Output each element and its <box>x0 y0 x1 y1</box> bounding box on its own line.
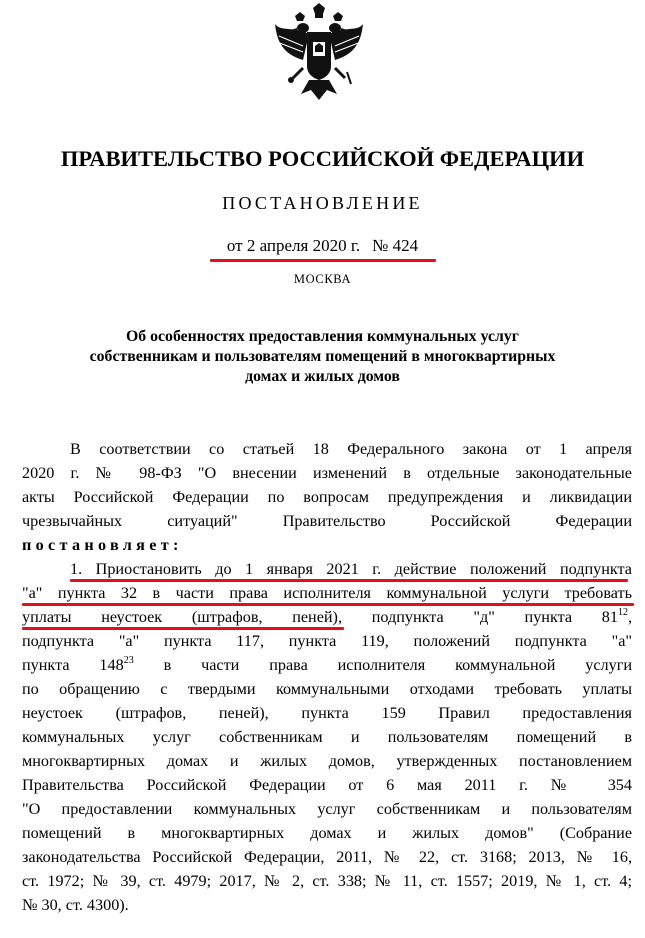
body-text: в части права исполнителя коммунальной услуги <box>163 656 632 674</box>
title-line: Об особенностях предоставления коммунальных услуг <box>126 328 519 345</box>
coat-of-arms-emblem-icon <box>273 2 365 110</box>
government-heading: ПРАВИТЕЛЬСТВО РОССИЙСКОЙ ФЕДЕРАЦИИ <box>60 146 585 171</box>
document-number: № 424 <box>372 236 419 255</box>
body-text: подпункта "д" пункта 81 <box>371 608 618 626</box>
superscript: 23 <box>123 655 134 666</box>
body-text: , <box>627 608 632 626</box>
body-line: Правительства Российской Федерации от 6 мая 2011 г. № 354 <box>22 776 632 794</box>
date-underline <box>210 259 436 262</box>
title-line: домах и жилых домов <box>245 368 400 385</box>
decree-word: постановляет: <box>22 536 183 554</box>
title-line: собственникам и пользователям помещений в многоквартирных <box>89 348 556 365</box>
body-line: многоквартирных домах и жилых домов, утвержденных постановлением <box>22 752 632 770</box>
document-title <box>0 327 645 387</box>
body-line: "О предоставлении коммунальных услуг собственникам и пользователям <box>22 800 632 818</box>
body-line: неустоек (штрафов, пеней), пункта 159 Правил предоставления <box>22 704 632 722</box>
superscript: 12 <box>617 607 628 618</box>
body-line <box>22 605 632 629</box>
body-line: В соответствии со статьей 18 Федерального закона от 1 апреля <box>70 440 632 458</box>
body-line <box>22 653 632 677</box>
body-line: по обращению с твердыми коммунальными отходами требовать уплаты <box>22 680 632 698</box>
document-date: от 2 апреля 2020 г. <box>226 236 361 255</box>
body-line: № 30, ст. 4300). <box>22 896 129 914</box>
body-line: "а" пункта 32 в части права исполнителя коммунальной услуги требовать <box>22 584 632 602</box>
body-line: ст. 1972; № 39, ст. 4979; 2017, № 2, ст. 338; № 11, ст. 1557; 2019, № 1, ст. 4; <box>22 872 632 890</box>
body-line: подпункта "а" пункта 117, пункта 119, положений подпункта "а" <box>22 632 632 650</box>
highlighted-text: уплаты неустоек (штрафов, пеней), <box>22 608 342 626</box>
body-text: пункта 148 <box>22 656 124 674</box>
body-line: помещений в многоквартирных домах и жилых домов" (Собрание <box>22 824 632 842</box>
body-line: коммунальных услуг собственникам и пользователям помещений в <box>22 728 632 746</box>
body-line: 1. Приостановить до 1 января 2021 г. действие положений подпункта <box>70 560 632 578</box>
body-line: законодательства Российской Федерации, 2011, № 22, ст. 3168; 2013, № 16, <box>22 848 632 866</box>
body-line: акты Российской Федерации по вопросам предупреждения и ликвидации <box>22 488 632 506</box>
document-type: ПОСТАНОВЛЕНИЕ <box>222 193 423 213</box>
body-line: чрезвычайных ситуаций" Правительство Российской Федерации <box>22 512 632 530</box>
city: МОСКВА <box>293 272 352 286</box>
body-line: 2020 г. № 98-ФЗ "О внесении изменений в отдельные законодательные <box>22 464 632 482</box>
date-line <box>0 236 645 256</box>
